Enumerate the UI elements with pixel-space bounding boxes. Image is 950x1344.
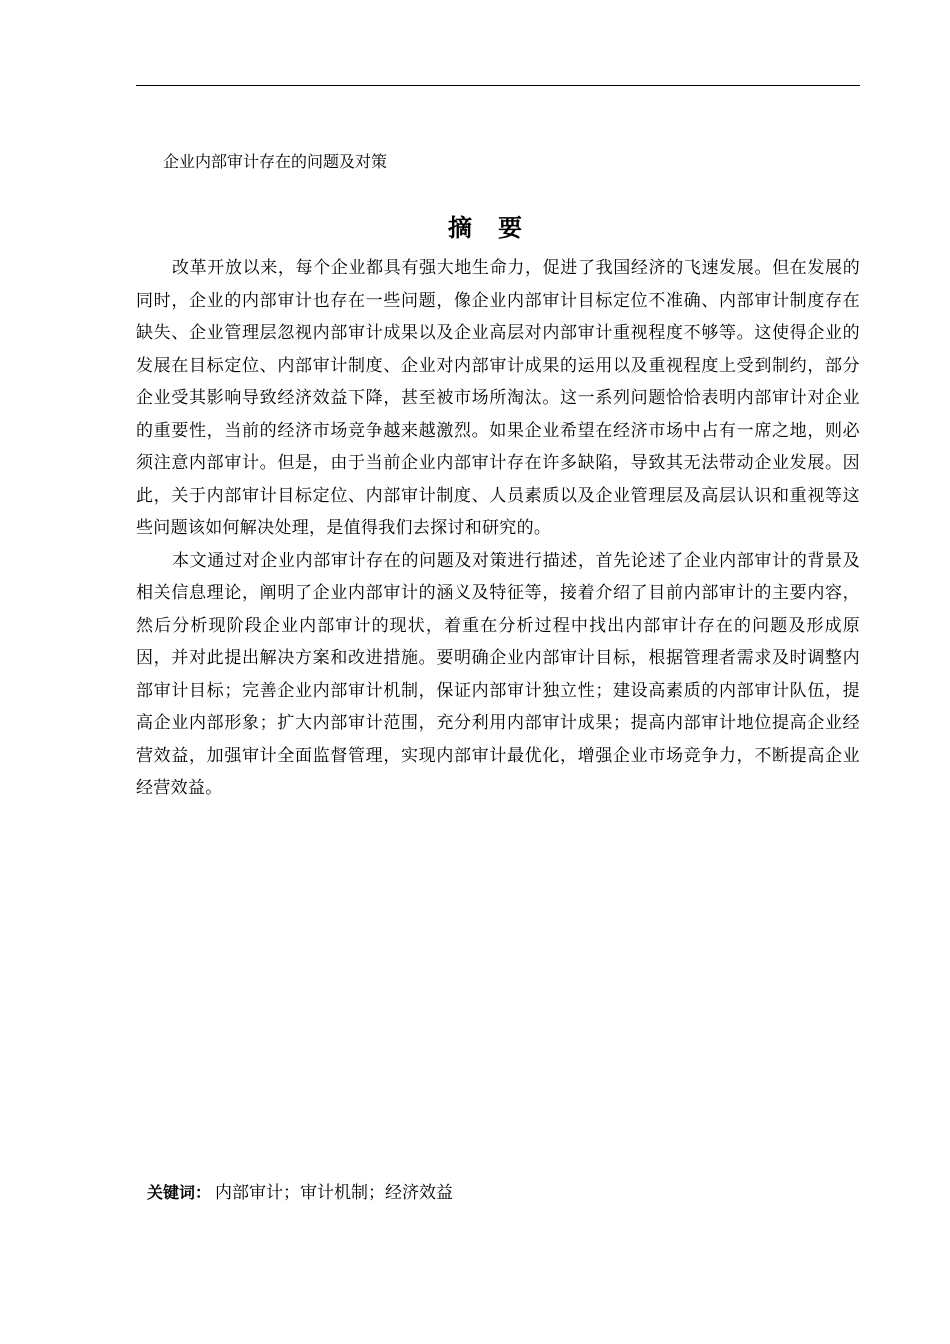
keywords-line xyxy=(147,1180,453,1206)
abstract-body xyxy=(136,252,860,805)
running-title: 企业内部审计存在的问题及对策 xyxy=(163,152,388,171)
keywords-value: 内部审计；审计机制；经济效益 xyxy=(215,1183,454,1203)
header-rule xyxy=(136,85,860,86)
abstract-paragraph: 本文通过对企业内部审计存在的问题及对策进行描述，首先论述了企业内部审计的背景及相关信息理论，阐明了企业内部审计的涵义及特征等，接着介绍了目前内部审计的主要内容，然后分析现阶段企业内部审计的现状，着重在分析过程中找出内部审计存在的问题及形成原因，并对此提出解决方案和改进措施。要明确企业内部审计目标，根据管理者需求及时调整内部审计目标；完善企业内部审计机制，保证内部审计独立性；建设高素质的内部审计队伍，提高企业内部形象；扩大内部审计范围，充分利用内部审计成果；提高内部审计地位提高企业经营效益，加强审计全面监督管理，实现内部审计最优化，增强企业市场竞争力，不断提高企业经营效益。 xyxy=(136,550,860,798)
abstract-paragraph: 改革开放以来，每个企业都具有强大地生命力，促进了我国经济的飞速发展。但在发展的同时，企业的内部审计也存在一些问题，像企业内部审计目标定位不准确、内部审计制度存在缺失、企业管理层忽视内部审计成果以及企业高层对内部审计重视程度不够等。这使得企业的发展在目标定位、内部审计制度、企业对内部审计成果的运用以及重视程度上受到制约，部分企业受其影响导致经济效益下降，甚至被市场所淘汰。这一系列问题恰恰表明内部审计对企业的重要性，当前的经济市场竞争越来越激烈。如果企业希望在经济市场中占有一席之地，则必须注意内部审计。但是，由于当前企业内部审计存在许多缺陷，导致其无法带动企业发展。因此，关于内部审计目标定位、内部审计制度、人员素质以及企业管理层及高层认识和重视等这些问题该如何解决处理，是值得我们去探讨和研究的。 xyxy=(136,258,860,538)
abstract-heading: 摘要 xyxy=(448,214,548,242)
keywords-label: 关键词： xyxy=(147,1183,212,1202)
